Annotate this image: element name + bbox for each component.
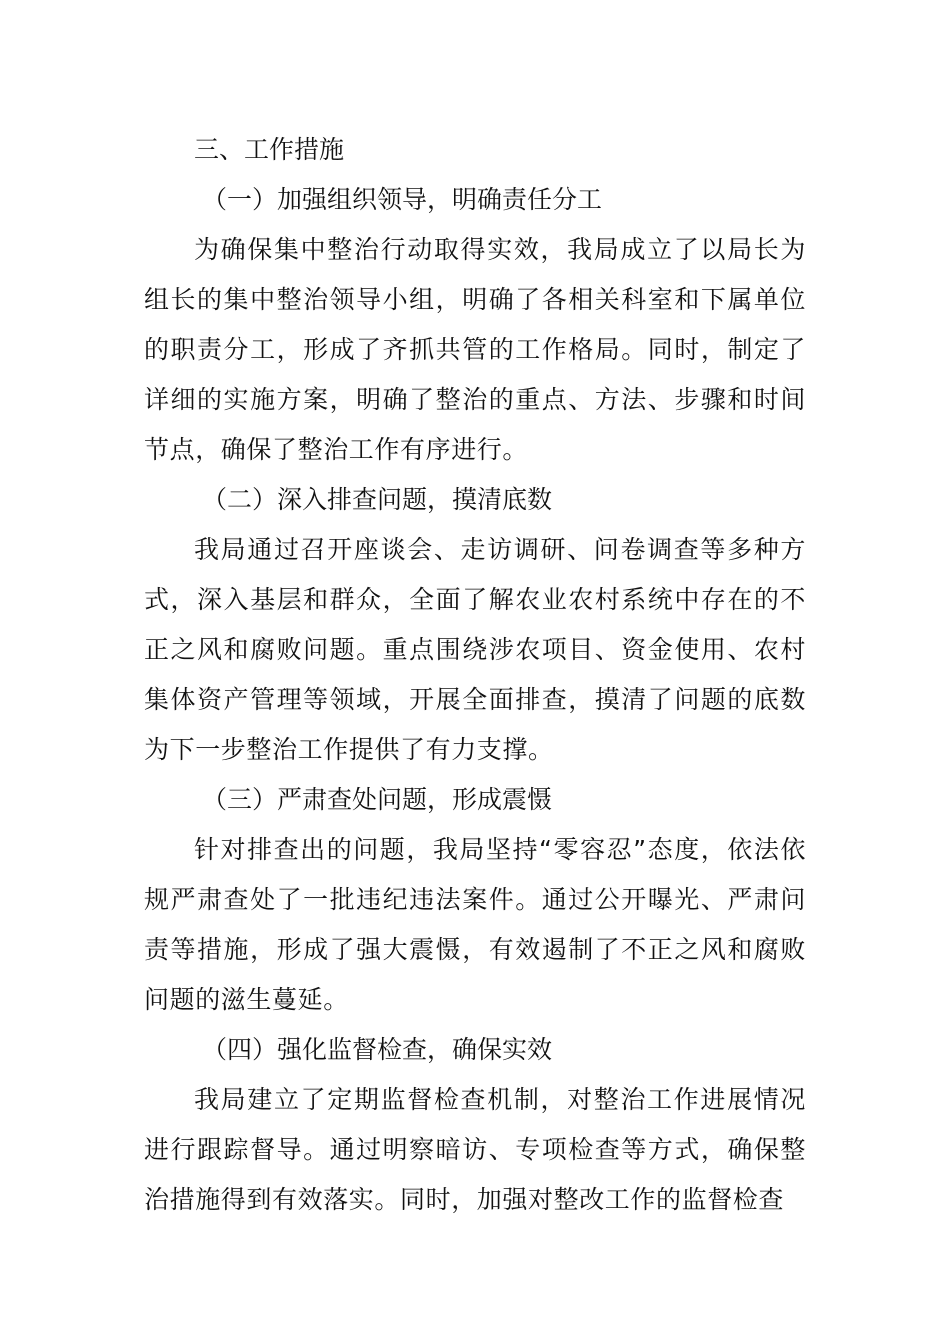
subsection-paragraph-3: 针对排查出的问题，我局坚持“零容忍”态度，依法依规严肃查处了一批违纪违法案件。通过公开曝光、严肃问责等措施，形成了强大震慑，有效遏制了不正之风和腐败问题的滋生蔓延。: [144, 835, 806, 1014]
document-body: [144, 125, 806, 1225]
section-title: 三、工作措施: [194, 135, 345, 164]
subsection-paragraph-4: 我局建立了定期监督检查机制，对整治工作进展情况进行跟踪督导。通过明察暗访、专项检查等方式，确保整治措施得到有效落实。同时，加强对整改工作的监督检查: [144, 1085, 806, 1214]
subsection-paragraph-1: 为确保集中整治行动取得实效，我局成立了以局长为组长的集中整治领导小组，明确了各相关科室和下属单位的职责分工，形成了齐抓共管的工作格局。同时，制定了详细的实施方案，明确了整治的重点、方法、步骤和时间节点，确保了整治工作有序进行。: [144, 235, 806, 464]
subsection-heading-3: （三）严肃查处问题，形成震慑: [202, 785, 553, 814]
subsection-heading-2: （二）深入排查问题，摸清底数: [202, 485, 553, 514]
subsection-paragraph-2: 我局通过召开座谈会、走访调研、问卷调查等多种方式，深入基层和群众，全面了解农业农村系统中存在的不正之风和腐败问题。重点围绕涉农项目、资金使用、农村集体资产管理等领域，开展全面排查，摸清了问题的底数为下一步整治工作提供了有力支撑。: [144, 535, 806, 764]
subsection-heading-1: （一）加强组织领导，明确责任分工: [202, 185, 603, 214]
subsection-heading-4: （四）强化监督检查，确保实效: [202, 1035, 553, 1064]
